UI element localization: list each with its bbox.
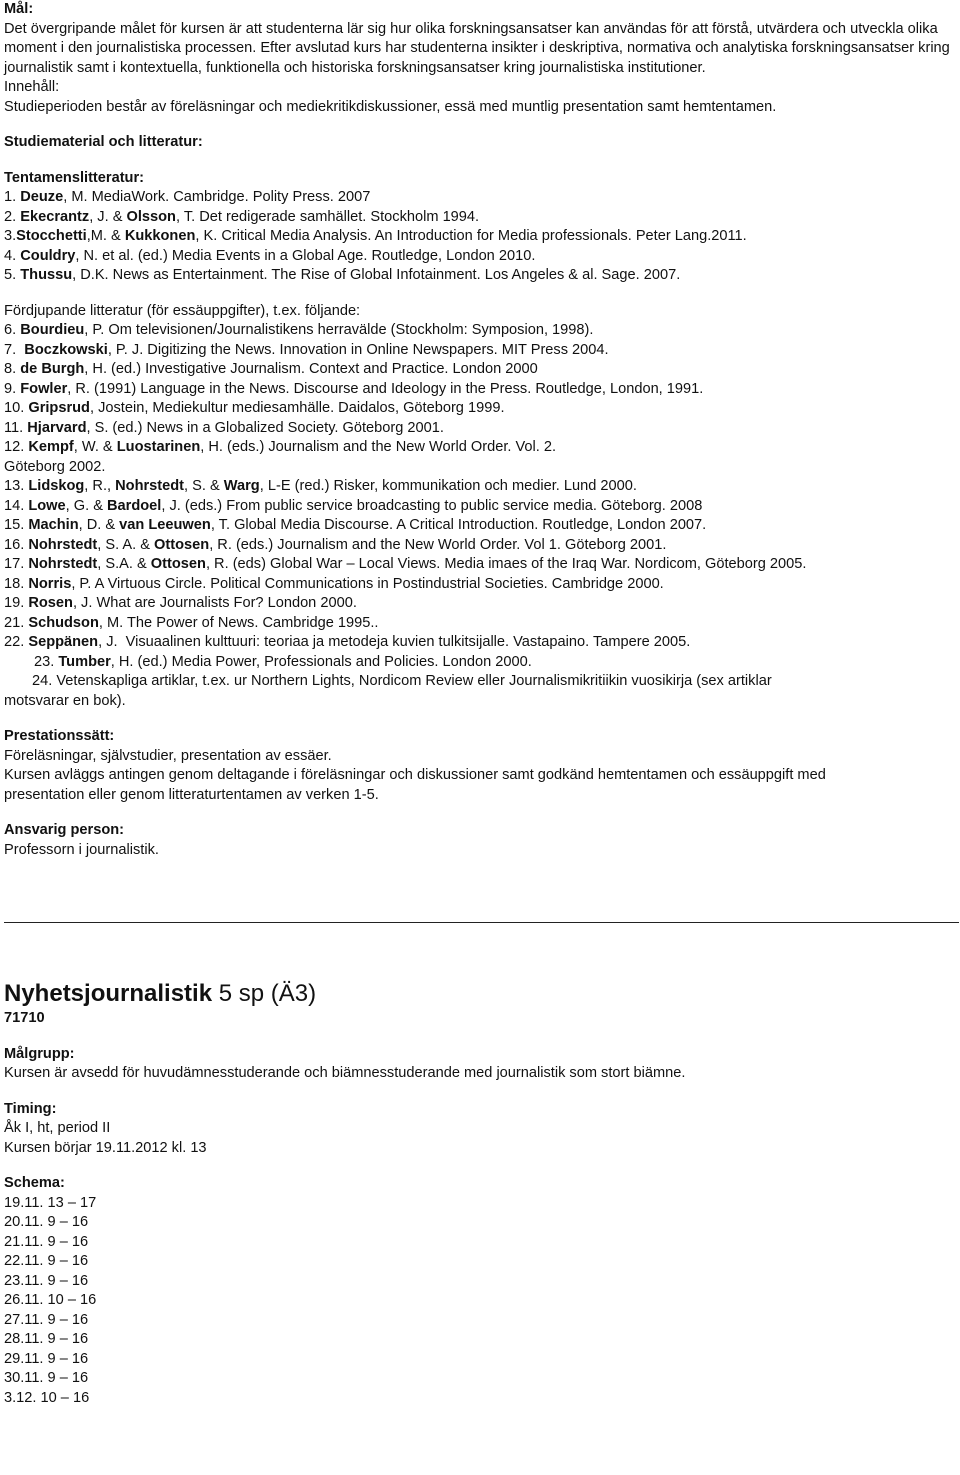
author-name: Kempf: [28, 439, 74, 455]
exam-literature-heading: Tentamenslitteratur:: [4, 169, 145, 186]
study-material-heading: Studiematerial och litteratur:: [4, 134, 203, 150]
item-number: 21.: [4, 614, 29, 631]
item-number: 22.: [4, 634, 29, 650]
schedule-row: 29.11. 9 – 16: [4, 1350, 89, 1367]
citation-text: , R.,: [84, 478, 116, 494]
timing-line-1: Åk I, ht, period II: [4, 1120, 111, 1136]
author-name: Nohrstedt: [28, 556, 98, 572]
citation-text: , P. J. Digitizing the News. Innovation in Online Newspapers. MIT Press 2004.: [107, 341, 609, 358]
item-number: 15.: [4, 517, 29, 533]
citation-text: , K. Critical Media Analysis. An Introduction for Media professionals. Peter Lang.2011.: [195, 228, 747, 244]
schedule-row: 19.11. 13 – 17: [4, 1194, 97, 1211]
literature-item: [4, 266, 956, 286]
schedule-heading: Schema:: [4, 1175, 65, 1191]
citation-text: , D. &: [78, 517, 120, 533]
author-name: Boczkowski: [24, 341, 108, 358]
author-name: Olsson: [126, 208, 176, 225]
item-number: 10.: [4, 400, 29, 416]
item-number: 9.: [4, 380, 21, 397]
literature-item: [4, 497, 956, 517]
further-literature-list: [4, 321, 956, 653]
author-name: de Burgh: [20, 361, 85, 377]
author-name: Luostarinen: [116, 439, 201, 455]
author-name: Ekecrantz: [20, 208, 90, 225]
assessment-line-3: presentation eller genom litteraturtentamen av verken 1-5.: [4, 786, 379, 803]
responsible-text: Professorn i journalistik.: [4, 841, 159, 858]
author-name: Norris: [28, 575, 72, 592]
citation-text: , W. &: [73, 439, 117, 455]
author-name: Stocchetti: [16, 228, 87, 244]
item-number: 3.: [4, 228, 17, 244]
citation-text: , G. &: [65, 497, 107, 514]
literature-item-24-cont: motsvarar en bok).: [4, 692, 126, 709]
item-number: 8.: [4, 361, 21, 377]
author-name: Rosen: [28, 595, 73, 611]
item-number: 13.: [4, 478, 29, 494]
author-name: Lidskog: [28, 478, 85, 494]
literature-item-24: 24. Vetenskapliga artiklar, t.ex. ur Northern Lights, Nordicom Review eller Journalismikritiikin vuosikirja (sex artiklar: [32, 673, 772, 689]
course-title-credits: 5 sp (Ä3): [212, 980, 317, 1007]
item-number: 14.: [4, 497, 29, 514]
literature-item: [4, 438, 956, 458]
schedule-row: 28.11. 9 – 16: [4, 1331, 89, 1347]
content-heading: Innehåll:: [4, 79, 60, 95]
citation-text: , H. (ed.) Media Power, Professionals and Policies. London 2000.: [110, 653, 532, 670]
author-name: Bardoel: [107, 497, 162, 514]
citation-text: , H. (eds.) Journalism and the New World Order. Vol. 2.: [200, 439, 557, 455]
literature-item: [4, 575, 956, 595]
author-name: Nohrstedt: [115, 478, 185, 494]
literature-item: [4, 594, 956, 614]
citation-text: , Jostein, Mediekultur mediesamhälle. Daidalos, Göteborg 1999.: [89, 400, 505, 416]
citation-text: , D.K. News as Entertainment. The Rise of Global Infotainment. Los Angeles & al. Sage. 2007.: [72, 267, 681, 283]
author-name: Machin: [28, 517, 79, 533]
course-code: 71710: [4, 1010, 45, 1026]
item-number: 1.: [4, 189, 21, 205]
literature-item: [4, 458, 956, 478]
citation-text: , S. (ed.) News in a Globalized Society. Göteborg 2001.: [86, 419, 444, 436]
section-divider: [4, 922, 959, 923]
citation-text: , T. Global Media Discourse. A Critical Introduction. Routledge, London 2007.: [210, 517, 707, 533]
further-literature-heading: Fördjupande litteratur (för essäuppgifter), t.ex. följande:: [4, 302, 361, 319]
author-name: Nohrstedt: [28, 536, 98, 553]
citation-text: , T. Det redigerade samhället. Stockholm 1994.: [175, 208, 480, 225]
author-name: Thussu: [20, 267, 73, 283]
timing-line-2: Kursen börjar 19.11.2012 kl. 13: [4, 1139, 207, 1156]
literature-item: [4, 380, 956, 400]
author-name: Gripsrud: [28, 400, 90, 416]
assessment-line-2: Kursen avläggs antingen genom deltagande i föreläsningar och diskussioner samt godkänd hemtentamen och essäuppgift med: [4, 767, 826, 783]
responsible-heading: Ansvarig person:: [4, 822, 125, 838]
literature-item: [4, 419, 956, 439]
item-number: 23.: [34, 653, 59, 670]
assessment-heading: Prestationssätt:: [4, 728, 115, 744]
item-number: 2.: [4, 208, 21, 225]
schedule-row: 22.11. 9 – 16: [4, 1253, 89, 1269]
content-text: Studieperioden består av föreläsningar och mediekritikdiskussioner, essä med muntlig presentation samt hemtentamen.: [4, 98, 777, 115]
schedule-row: 3.12. 10 – 16: [4, 1389, 90, 1406]
item-number: 16.: [4, 536, 29, 553]
citation-text: , J. (eds.) From public service broadcasting to public service media. Göteborg. 2008: [161, 497, 703, 514]
literature-item: [4, 227, 956, 247]
schedule-row: 20.11. 9 – 16: [4, 1214, 89, 1230]
citation-text: , J. &: [89, 208, 127, 225]
exam-literature-list: [4, 188, 956, 286]
item-number: 7.: [4, 341, 25, 358]
literature-item: [4, 614, 956, 634]
citation-text: , P. A Virtuous Circle. Political Communications in Postindustrial Societies. Cambridge 2000.: [71, 575, 664, 592]
citation-text: , L-E (red.) Risker, kommunikation och medier. Lund 2000.: [259, 478, 637, 494]
target-group-text: Kursen är avsedd för huvudämnesstuderande och biämnesstuderande med journalistik som stort biämne.: [4, 1065, 686, 1081]
author-name: Ottosen: [150, 556, 206, 572]
citation-text: , M. MediaWork. Cambridge. Polity Press. 2007: [63, 189, 371, 205]
citation-text: Göteborg 2002.: [4, 458, 106, 475]
schedule-list: [4, 1194, 956, 1409]
schedule-row: 26.11. 10 – 16: [4, 1292, 97, 1308]
timing-heading: Timing:: [4, 1100, 57, 1117]
citation-text: , S.A. &: [97, 556, 151, 572]
author-name: Warg: [223, 478, 260, 494]
citation-text: , J. What are Journalists For? London 2000.: [72, 595, 357, 611]
citation-text: , R. (1991) Language in the News. Discourse and Ideology in the Press. Routledge, London, 1991.: [67, 380, 704, 397]
author-name: Fowler: [20, 380, 68, 397]
item-number: 4.: [4, 247, 21, 264]
citation-text: , R. (eds) Global War – Local Views. Media imaes of the Iraq War. Nordicom, Göteborg 2005.: [205, 556, 807, 572]
literature-item: [4, 341, 956, 361]
item-number: 5.: [4, 267, 21, 283]
author-name: van Leeuwen: [119, 517, 211, 533]
author-name: Hjarvard: [27, 419, 87, 436]
author-name: Schudson: [28, 614, 99, 631]
goal-text: Det övergripande målet för kursen är att studenterna lär sig hur olika forskningsansatser kan användas för att förstå, utvärdera och utveckla olika moment i den journalistiska processen. Efter avslutad kurs har studenterna insikter i deskriptiva, normativa och analytiska forskningsansatser kring journalistik samt i kontextuella, funktionella och historiska forskningsansatser kring journalistiska institutioner.: [4, 20, 950, 76]
author-name: Ottosen: [154, 536, 210, 553]
item-number: 12.: [4, 439, 29, 455]
literature-item: [4, 516, 956, 536]
item-number: 19.: [4, 595, 29, 611]
literature-item: [4, 555, 956, 575]
item-number: 17.: [4, 556, 29, 572]
citation-text: , R. (eds.) Journalism and the New World Order. Vol 1. Göteborg 2001.: [209, 536, 667, 553]
schedule-row: 30.11. 9 – 16: [4, 1370, 89, 1386]
assessment-line-1: Föreläsningar, självstudier, presentation av essäer.: [4, 747, 332, 764]
course-title-name: Nyhetsjournalistik: [4, 980, 213, 1007]
schedule-row: 21.11. 9 – 16: [4, 1233, 89, 1250]
literature-item: [4, 247, 956, 267]
author-name: Tumber: [58, 653, 111, 670]
item-number: 18.: [4, 575, 29, 592]
citation-text: , M. The Power of News. Cambridge 1995..: [98, 614, 379, 631]
item-number: 6.: [4, 322, 21, 338]
citation-text: ,M. &: [86, 228, 125, 244]
author-name: Couldry: [20, 247, 76, 264]
schedule-row: 23.11. 9 – 16: [4, 1272, 89, 1289]
literature-item-23: [4, 653, 956, 673]
author-name: Bourdieu: [20, 322, 85, 338]
author-name: Lowe: [28, 497, 66, 514]
literature-item: [4, 399, 956, 419]
citation-text: , S. A. &: [97, 536, 155, 553]
citation-text: , J. Visuaalinen kulttuuri: teoriaa ja metodeja kuvien tulkitsijalle. Vastapaino. Tampere 2005.: [98, 634, 691, 650]
literature-item: [4, 536, 956, 556]
citation-text: , H. (ed.) Investigative Journalism. Context and Practice. London 2000: [84, 361, 538, 377]
schedule-row: 27.11. 9 – 16: [4, 1311, 89, 1328]
literature-item: [4, 188, 956, 208]
literature-item: [4, 633, 956, 653]
literature-item: [4, 208, 956, 228]
author-name: Deuze: [20, 189, 64, 205]
target-group-heading: Målgrupp:: [4, 1045, 75, 1062]
item-number: 11.: [4, 419, 28, 436]
literature-item: [4, 360, 956, 380]
goal-heading: Mål:: [4, 1, 34, 17]
citation-text: , S. &: [184, 478, 224, 494]
citation-text: , P. Om televisionen/Journalistikens herravälde (Stockholm: Symposion, 1998).: [84, 322, 594, 338]
literature-item: [4, 477, 956, 497]
course-title: [4, 979, 956, 1009]
author-name: Seppänen: [28, 634, 99, 650]
citation-text: , N. et al. (ed.) Media Events in a Global Age. Routledge, London 2010.: [75, 247, 536, 264]
literature-item: [4, 321, 956, 341]
author-name: Kukkonen: [124, 228, 196, 244]
